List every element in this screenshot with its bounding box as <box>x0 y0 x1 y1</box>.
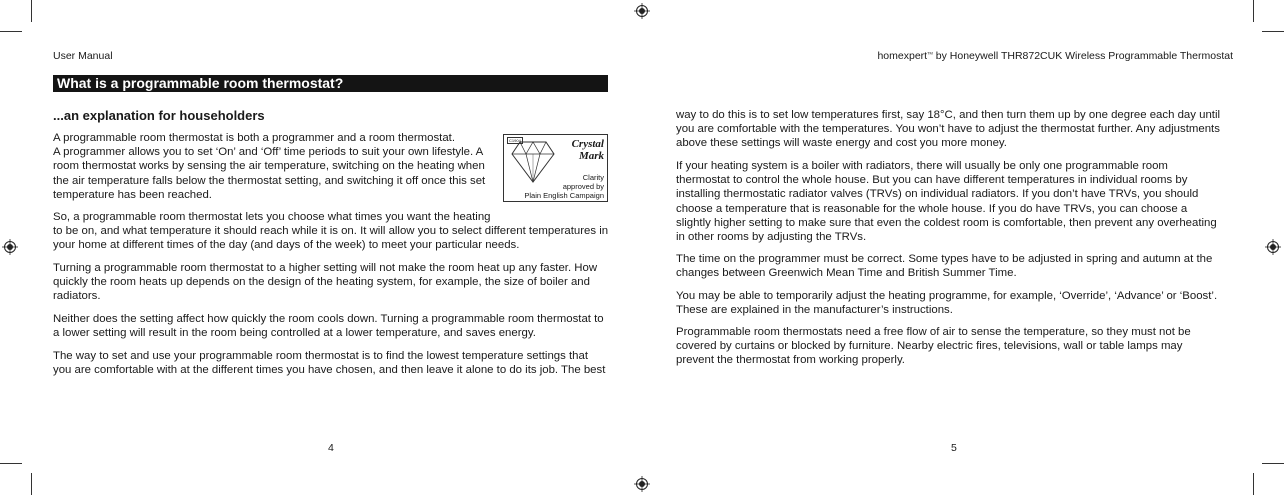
running-header-right <box>877 50 1233 62</box>
paragraph-intro <box>53 131 503 202</box>
text-line: room thermostat works by sensing the air temperature, switching on the heating when <box>53 160 485 173</box>
text-line: your home at different times of the day (and days of the week) to meet your particular needs. <box>53 239 520 252</box>
crop-mark <box>31 473 32 495</box>
page-number: 5 <box>951 442 957 454</box>
crop-mark <box>0 463 22 464</box>
paragraph: If your heating system is a boiler with radiators, there will usually be only one programmable room thermostat to control the whole house. But you can have different temperatures in individual rooms by installing thermostatic radiator valves (TRVs) on individual radiators. If you don’t have TRVs, you should choose a temperature that is reasonable for the whole house. If you do have TRVs, you can choose a slightly higher setting to make sure that even the coldest room is comfortable, then prevent any overheating in other rooms by adjusting the TRVs. <box>676 160 1217 244</box>
paragraph: Turning a programmable room thermostat to a higher setting will not make the room heat up any faster. How quickly the room heats up depends on the design of the heating system, for example, the size of boiler and radiators. <box>53 262 598 303</box>
running-header-left: User Manual <box>53 50 113 62</box>
subheading: ...an explanation for householders <box>53 108 265 123</box>
paragraph: way to do this is to set low temperatures first, say 18°C, and then turn them up by one degree each day until you are comfortable with the temperatures. You won’t have to adjust the thermostat further. Any adjustments above these settings will waste energy and cost you more money. <box>676 109 1221 150</box>
registration-mark-icon <box>634 3 650 19</box>
diamond-icon <box>510 140 556 184</box>
registration-mark-icon <box>2 239 18 255</box>
crop-mark <box>1253 473 1254 495</box>
crystal-mark-line: approved by <box>562 182 604 191</box>
crop-mark <box>1253 0 1254 22</box>
crop-mark <box>1262 31 1284 32</box>
registration-mark-icon <box>1265 239 1281 255</box>
crop-mark <box>31 0 32 22</box>
text-line: the air temperature falls below the thermostat setting, and switching it off once this set <box>53 174 486 187</box>
running-header-title: by Honeywell THR872CUK Wireless Programmable Thermostat <box>932 50 1233 62</box>
text-line: A programmer allows you to set ‘On’ and ‘Off’ time periods to suit your own lifestyle. A <box>53 146 484 159</box>
text-line: So, a programmable room thermostat lets you choose what times you want the heating <box>53 211 491 223</box>
paragraph: Neither does the setting affect how quickly the room cools down. Turning a programmable room thermostat to a lower setting will result in the room being controlled at a lower temperature, and saves energy. <box>53 313 604 340</box>
crystal-mark-line: Plain English Campaign <box>524 191 604 200</box>
page-number: 4 <box>328 442 334 454</box>
section-title: What is a programmable room thermostat? <box>53 75 608 92</box>
crystal-mark-logo <box>503 134 608 202</box>
paragraph: Programmable room thermostats need a free flow of air to sense the temperature, so they must not be covered by curtains or blocked by furniture. Nearby electric fires, televisions, wall or table lamps may prevent the thermostat from working properly. <box>676 326 1191 367</box>
paragraph <box>53 210 613 253</box>
paragraph: The way to set and use your programmable room thermostat is to find the lowest temperature settings that you are comfortable with at the different times you have chosen, and then leave it alone to do its job. The best <box>53 350 606 377</box>
text-line: to be on, and what temperature it should reach while it is on. It will allow you to select different temperatures in <box>53 225 609 238</box>
registration-mark-icon <box>634 476 650 492</box>
crop-mark <box>0 31 22 32</box>
text-line: temperature has been reached. <box>53 188 212 201</box>
text-line: A programmable room thermostat is both a programmer and a room thermostat. <box>53 132 456 144</box>
crystal-mark-line: Clarity <box>582 173 604 182</box>
trademark-symbol: TM <box>927 50 933 56</box>
crop-mark <box>1262 463 1284 464</box>
brand-name: homexpert <box>877 50 928 62</box>
paragraph: You may be able to temporarily adjust the heating programme, for example, ‘Override’, ‘Advance’ or ‘Boost’. These are explained in the manufacturer’s instructions. <box>676 290 1218 317</box>
crystal-mark-tag: C1904 <box>509 138 521 143</box>
paragraph: The time on the programmer must be correct. Some types have to be adjusted in spring and autumn at the changes between Greenwich Mean Time and British Summer Time. <box>676 253 1213 280</box>
crystal-mark-title: Crystal Mark <box>571 138 604 162</box>
